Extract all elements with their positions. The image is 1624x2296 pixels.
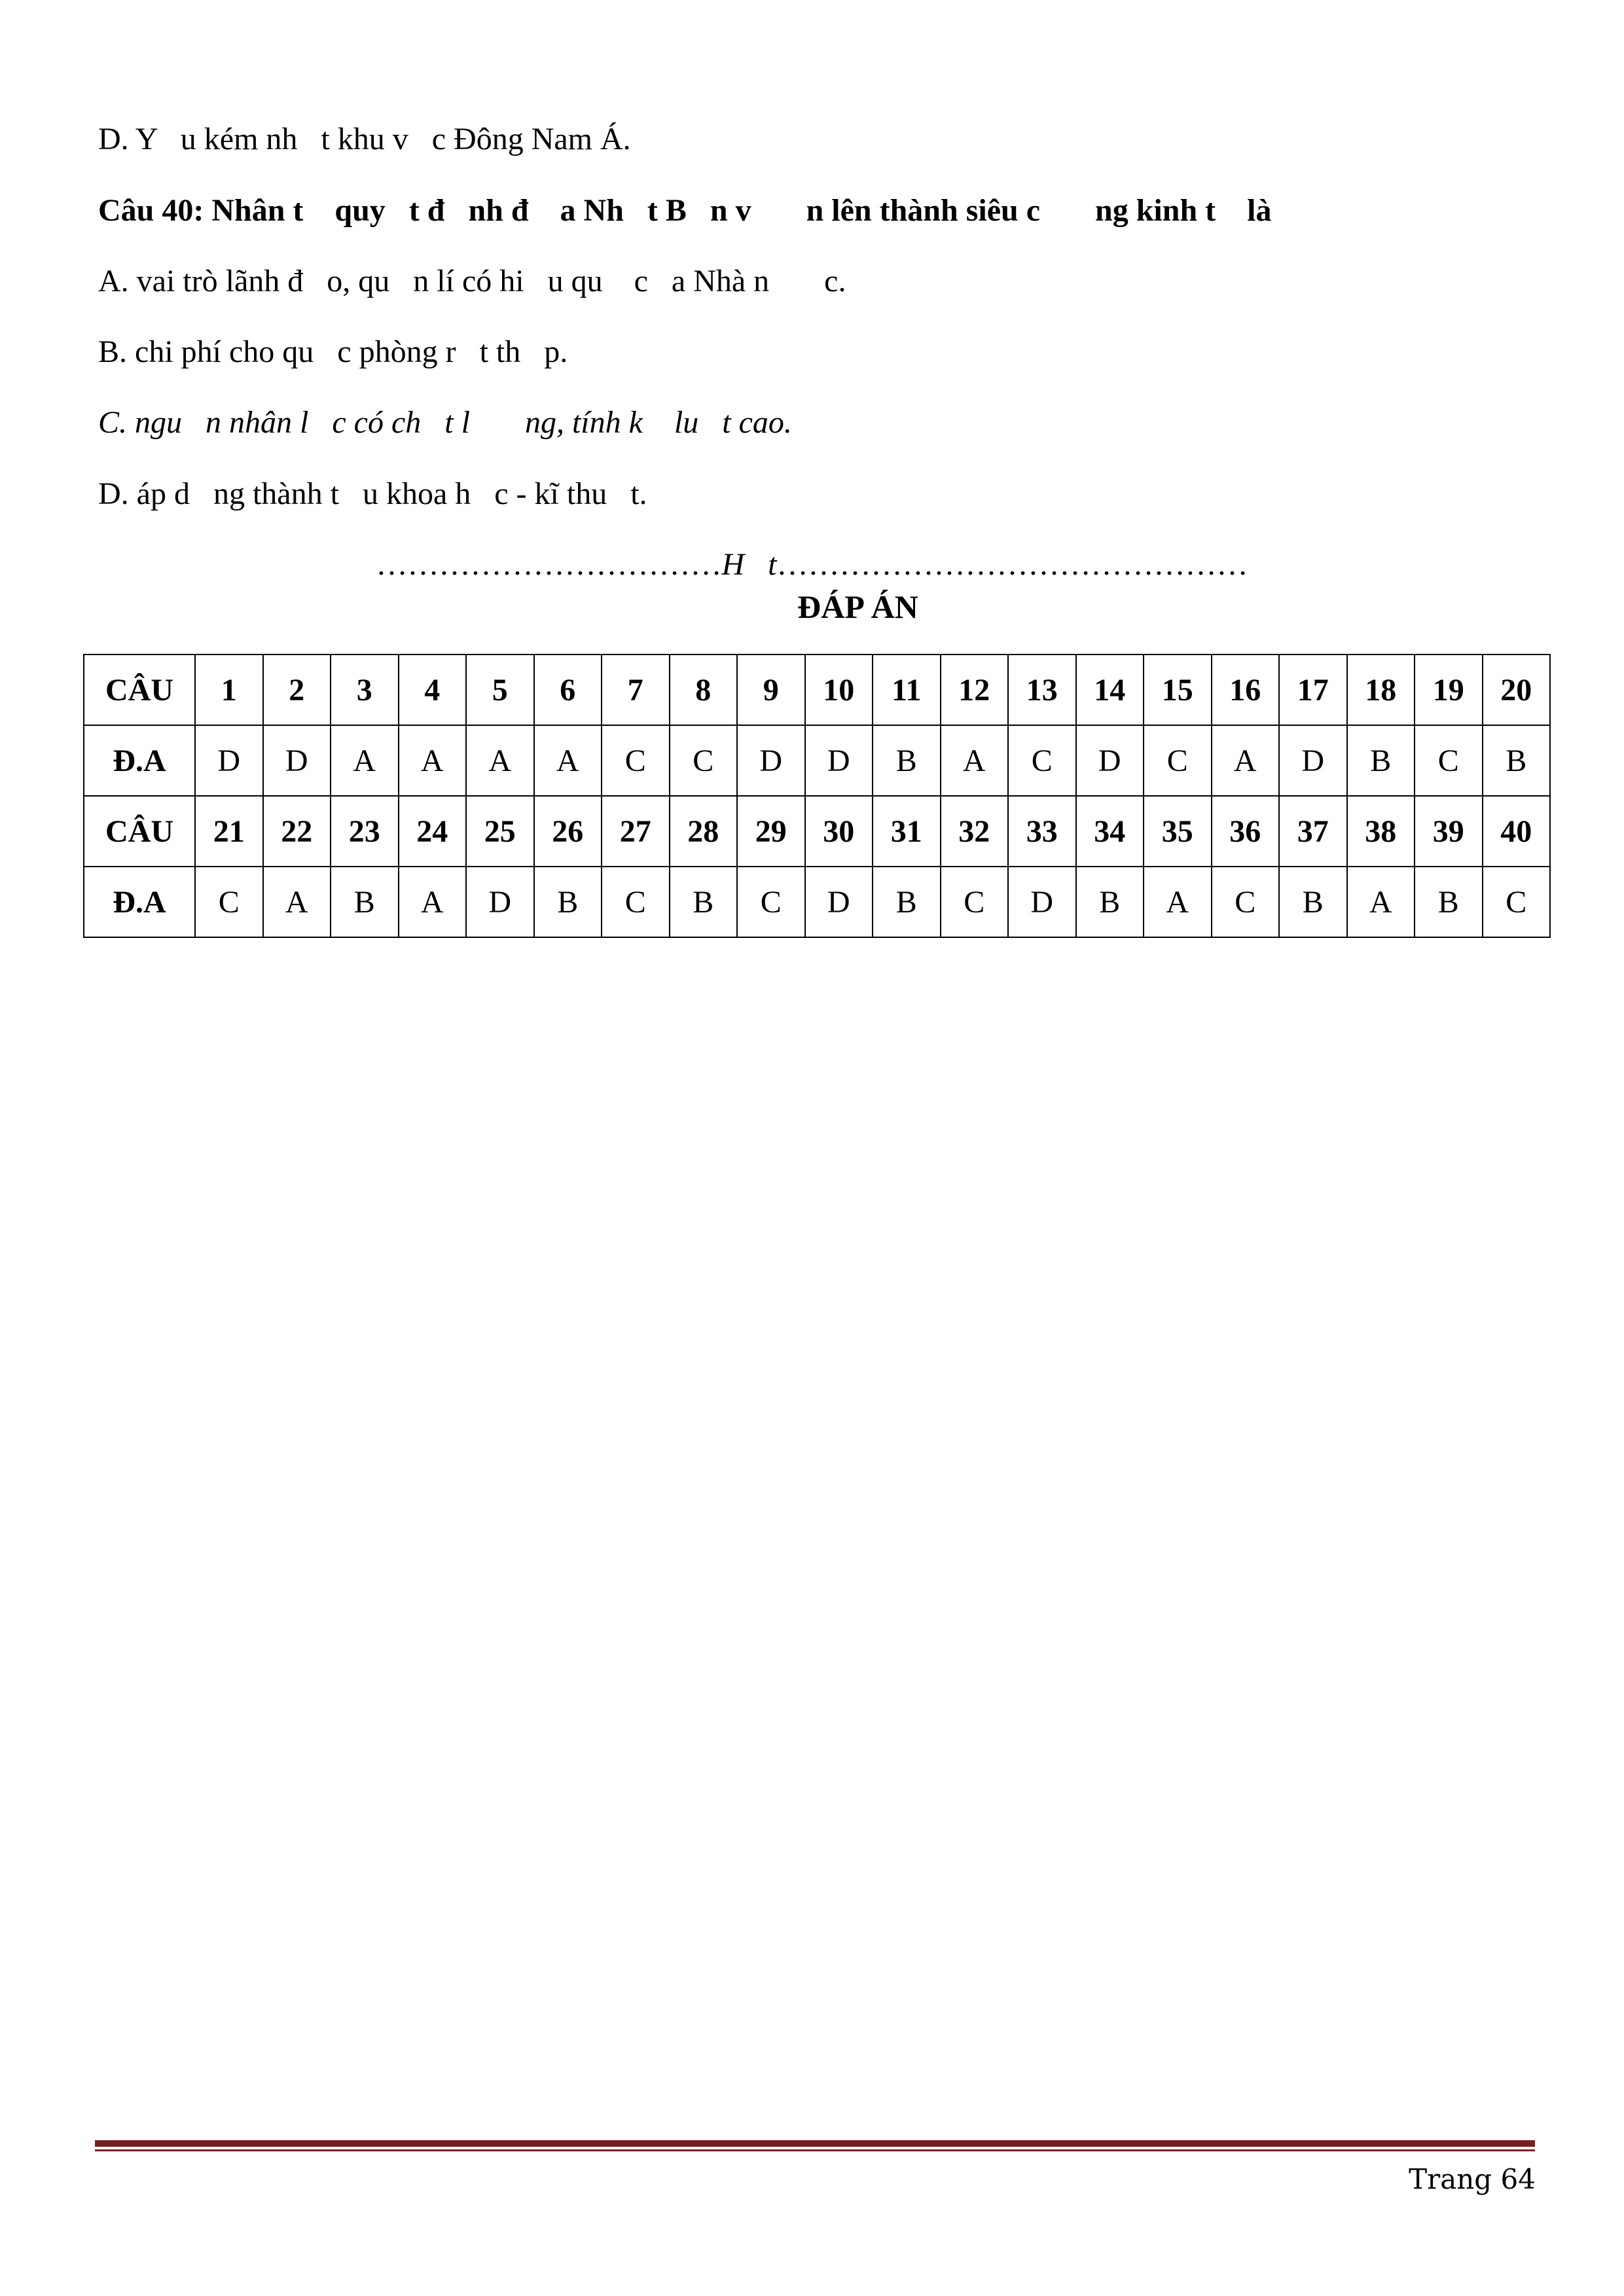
answer-cell: A (1212, 725, 1280, 796)
question-number-cell: 16 (1212, 655, 1280, 725)
answer-key-title: ĐÁP ÁN (797, 588, 918, 625)
answer-header-cell: Đ.A (84, 725, 195, 796)
question-number-cell: 31 (873, 796, 941, 867)
answer-cell: B (534, 867, 602, 937)
question-number-cell: 36 (1212, 796, 1280, 867)
answer-cell: C (737, 867, 805, 937)
option-d: D. áp d ng thành t u khoa h c - kĩ thu t. (98, 476, 647, 511)
answer-cell: D (1008, 867, 1076, 937)
answer-key-table (83, 654, 1551, 938)
answer-cell: A (331, 725, 399, 796)
answer-cell: A (263, 867, 331, 937)
answer-cell: C (941, 867, 1009, 937)
question-number-cell: 27 (602, 796, 670, 867)
question-number-cell: 26 (534, 796, 602, 867)
answer-cell: A (399, 867, 467, 937)
end-dots-left: …………………………… (376, 547, 722, 582)
question-number-cell: 33 (1008, 796, 1076, 867)
answer-cell: C (1212, 867, 1280, 937)
question-header-cell: CÂU (84, 655, 195, 725)
answer-cell: D (263, 725, 331, 796)
question-number-cell: 32 (941, 796, 1009, 867)
question-number-cell: 35 (1144, 796, 1212, 867)
question-header-cell: CÂU (84, 796, 195, 867)
answer-cell: B (1279, 867, 1347, 937)
option-c: C. ngu n nhân l c có ch t l ng, tính k lu t cao. (98, 405, 792, 440)
question-number-cell: 11 (873, 655, 941, 725)
question-number-cell: 22 (263, 796, 331, 867)
question-number-cell: 40 (1483, 796, 1551, 867)
answer-cell: D (805, 725, 873, 796)
footer-divider-thick (95, 2140, 1535, 2147)
question-number-cell: 3 (331, 655, 399, 725)
option-a: A. vai trò lãnh đ o, qu n lí có hi u qu c a Nhà n c. (98, 264, 846, 298)
question-number-cell: 34 (1076, 796, 1144, 867)
answer-cell: B (873, 725, 941, 796)
question-number-cell: 1 (195, 655, 263, 725)
question-number-cell: 4 (399, 655, 467, 725)
question-number-cell: 21 (195, 796, 263, 867)
question-number-cell: 17 (1279, 655, 1347, 725)
answer-cell: D (1076, 725, 1144, 796)
question-number-cell: 28 (670, 796, 738, 867)
question-number-cell: 13 (1008, 655, 1076, 725)
end-of-section-line (0, 545, 1624, 584)
answer-cell: A (941, 725, 1009, 796)
question-number-row-2 (84, 796, 1550, 867)
question-number-cell: 38 (1347, 796, 1415, 867)
question-label: Câu 40: (98, 193, 204, 228)
question-number-cell: 30 (805, 796, 873, 867)
answer-cell: D (1279, 725, 1347, 796)
answer-cell: A (1144, 867, 1212, 937)
question-number-cell: 18 (1347, 655, 1415, 725)
question-number-cell: 24 (399, 796, 467, 867)
question-text: Nhân t quy t đ nh đ a Nh t B n v n lên thành siêu c ng kinh t là (204, 193, 1272, 228)
answer-cell: A (399, 725, 467, 796)
page-number: Trang 64 (1409, 2163, 1536, 2195)
question-number-cell: 5 (466, 655, 534, 725)
answer-header-cell: Đ.A (84, 867, 195, 937)
answer-cell: B (1347, 725, 1415, 796)
end-dots-right: ……………………………………… (776, 547, 1248, 582)
answer-cell: B (1483, 725, 1551, 796)
answer-cell: B (670, 867, 738, 937)
question-number-cell: 19 (1415, 655, 1483, 725)
question-number-cell: 25 (466, 796, 534, 867)
question-number-cell: 37 (1279, 796, 1347, 867)
question-number-cell: 39 (1415, 796, 1483, 867)
answer-cell: B (873, 867, 941, 937)
end-word: H t (721, 547, 777, 582)
answer-cell: C (602, 725, 670, 796)
question-number-cell: 23 (331, 796, 399, 867)
answer-cell: A (466, 725, 534, 796)
option-b: B. chi phí cho qu c phòng r t th p. (98, 334, 568, 369)
answer-cell: C (1008, 725, 1076, 796)
answer-cell: C (602, 867, 670, 937)
question-number-cell: 6 (534, 655, 602, 725)
question-number-cell: 15 (1144, 655, 1212, 725)
answer-cell: B (331, 867, 399, 937)
question-number-cell: 10 (805, 655, 873, 725)
question-number-cell: 12 (941, 655, 1009, 725)
answer-cell: B (1076, 867, 1144, 937)
answer-cell: D (466, 867, 534, 937)
question-number-cell: 7 (602, 655, 670, 725)
question-number-cell: 8 (670, 655, 738, 725)
answer-row-2 (84, 867, 1550, 937)
answer-cell: D (195, 725, 263, 796)
answer-cell: A (1347, 867, 1415, 937)
answer-cell: D (737, 725, 805, 796)
answer-cell: A (534, 725, 602, 796)
question-40 (98, 191, 1271, 230)
answer-cell: C (1483, 867, 1551, 937)
answer-cell: C (1144, 725, 1212, 796)
question-number-cell: 14 (1076, 655, 1144, 725)
answer-cell: C (195, 867, 263, 937)
answer-row-1 (84, 725, 1550, 796)
question-number-cell: 29 (737, 796, 805, 867)
answer-cell: D (805, 867, 873, 937)
footer-divider-thin (95, 2149, 1535, 2151)
answer-cell: B (1415, 867, 1483, 937)
question-number-cell: 9 (737, 655, 805, 725)
question-number-row-1 (84, 655, 1550, 725)
previous-question-option-d: D. Y u kém nh t khu v c Đông Nam Á. (98, 122, 631, 156)
answer-cell: C (670, 725, 738, 796)
question-number-cell: 20 (1483, 655, 1551, 725)
answer-cell: C (1415, 725, 1483, 796)
question-number-cell: 2 (263, 655, 331, 725)
